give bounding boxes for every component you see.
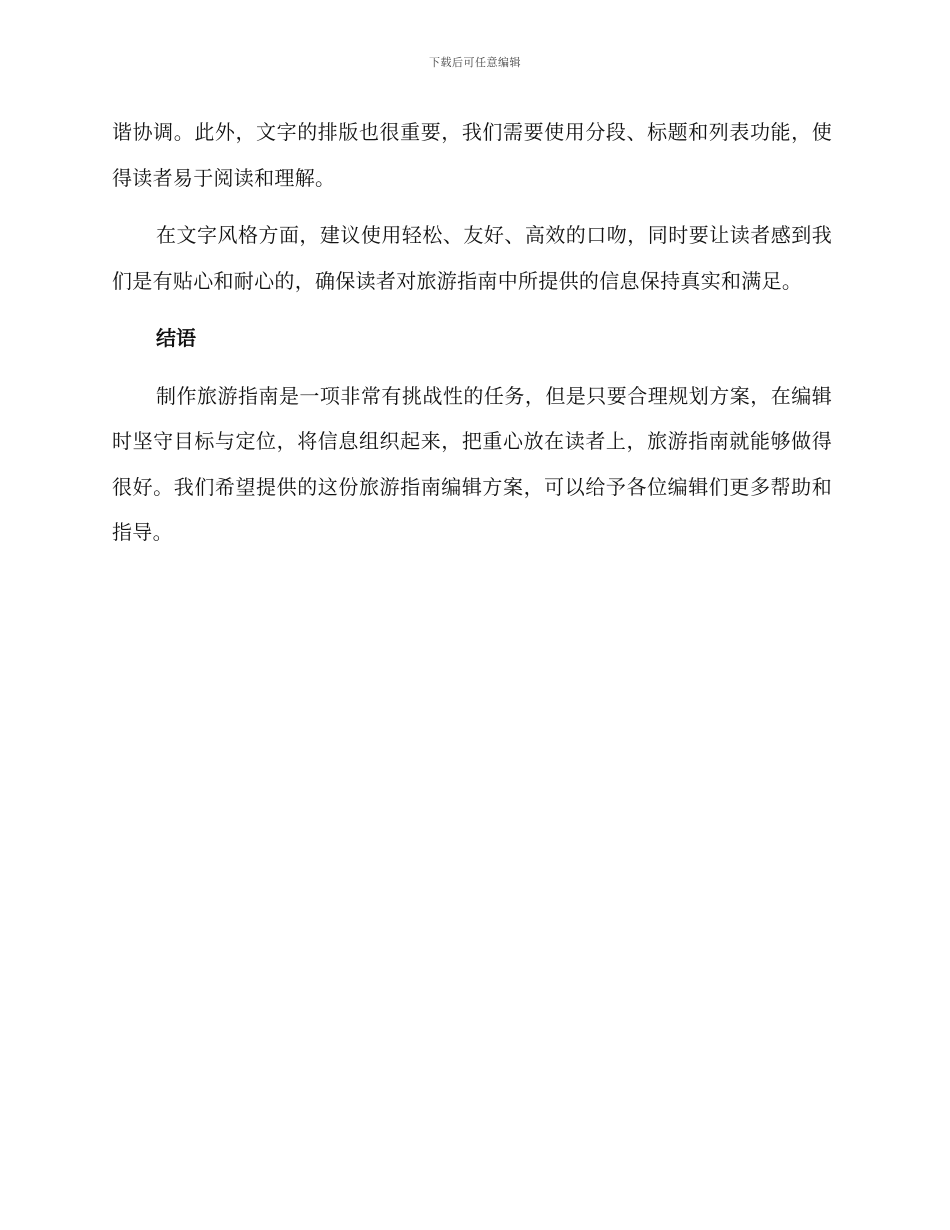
body-paragraph-continued: 谐协调。此外，文字的排版也很重要，我们需要使用分段、标题和列表功能，使得读者易于阅读和理解。: [112, 120, 832, 190]
body-paragraph-writing-style: 在文字风格方面，建议使用轻松、友好、高效的口吻，同时要让读者感到我们是有贴心和耐心的，确保读者对旅游指南中所提供的信息保持真实和满足。: [112, 223, 832, 293]
body-paragraph-conclusion: 制作旅游指南是一项非常有挑战性的任务，但是只要合理规划方案，在编辑时坚守目标与定位，将信息组织起来，把重心放在读者上，旅游指南就能够做得很好。我们希望提供的这份旅游指南编辑方案，可以给予各位编辑们更多帮助和指导。: [112, 383, 832, 544]
page-header: 下载后可任意编辑: [429, 56, 521, 69]
section-heading-conclusion: 结语: [156, 326, 196, 350]
document-body: [112, 110, 832, 568]
